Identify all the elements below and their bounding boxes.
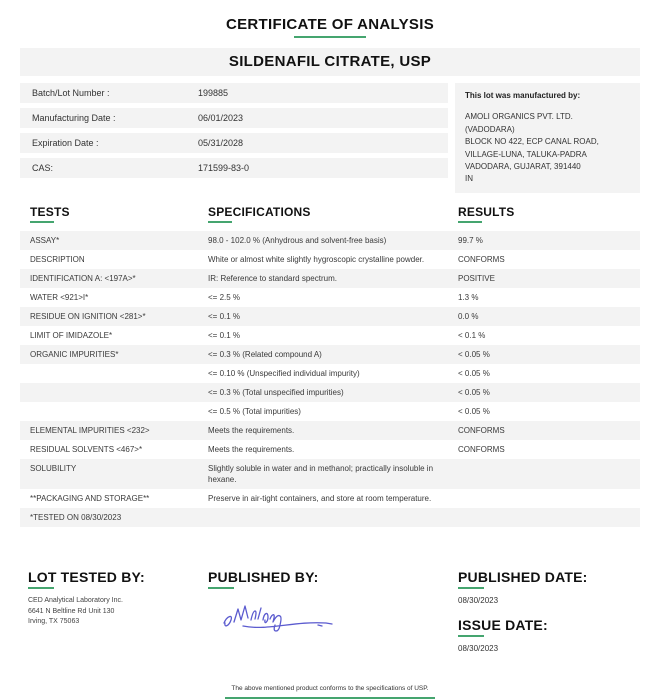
footer-underline [225, 697, 435, 699]
manufacturer-line: AMOLI ORGANICS PVT. LTD. [465, 112, 573, 122]
test-result: < 0.05 % [458, 387, 490, 397]
lab-address-line: CED Analytical Laboratory Inc. [28, 596, 123, 604]
tests-header-label: TESTS [30, 204, 70, 219]
test-result: < 0.05 % [458, 349, 490, 359]
table-row [20, 440, 640, 459]
test-result: 1.3 % [458, 292, 479, 302]
lab-address [28, 596, 208, 629]
product-name: SILDENAFIL CITRATE, USP [20, 48, 640, 76]
table-row [20, 326, 640, 345]
results-table [20, 205, 640, 527]
test-result: < 0.1 % [458, 330, 486, 340]
cas-label: CAS: [32, 163, 54, 173]
lot-tested-by-underline [28, 587, 54, 589]
results-header-underline [458, 221, 482, 223]
manufacturer-line: VILLAGE-LUNA, TALUKA-PADRA [465, 149, 587, 159]
published-by-block [208, 569, 458, 653]
published-date-heading: PUBLISHED DATE: [458, 568, 588, 585]
exp-date-value: 05/31/2028 [198, 138, 244, 148]
table-row [20, 383, 640, 402]
test-name: ORGANIC IMPURITIES* [30, 349, 119, 359]
footer-conformance-note: The above mentioned product conforms to the specifications of USP. [231, 685, 429, 692]
table-row [20, 307, 640, 326]
signature-image [218, 595, 348, 642]
test-spec: <= 0.5 % (Total impurities) [208, 406, 301, 416]
test-name [20, 368, 208, 379]
issue-date-value: 08/30/2023 [458, 643, 499, 653]
cas-value: 171599-83-0 [198, 163, 250, 173]
specifications-header-underline [208, 221, 232, 223]
signoff-section [20, 569, 640, 653]
table-row [20, 364, 640, 383]
table-row [20, 250, 640, 269]
lot-tested-by-heading: LOT TESTED BY: [28, 568, 145, 585]
published-date-underline [458, 587, 484, 589]
test-name: WATER <921>I* [30, 292, 89, 302]
test-spec: <= 0.3 % (Related compound A) [208, 349, 322, 359]
document-title: CERTIFICATE OF ANALYSIS [225, 16, 435, 33]
manufacturer-line: VADODARA, GUJARAT, 391440 [465, 161, 581, 171]
test-result: POSITIVE [458, 273, 495, 283]
title-underline [294, 36, 366, 38]
table-row [20, 402, 640, 421]
test-name [20, 387, 208, 398]
test-spec: Meets the requirements. [208, 425, 295, 435]
test-spec: Preserve in air-tight containers, and store at room temperature. [208, 493, 432, 503]
test-result: < 0.05 % [458, 368, 490, 378]
test-result: CONFORMS [458, 254, 505, 264]
test-name [20, 406, 208, 417]
test-spec: White or almost white slightly hygroscopic crystalline powder. [208, 254, 425, 264]
table-row [20, 489, 640, 508]
manufacturer-box [455, 83, 640, 193]
manufacturer-line: (VADODARA) [465, 124, 515, 134]
field-row-mfg-date [20, 108, 448, 128]
specifications-header-label: SPECIFICATIONS [208, 204, 311, 219]
test-spec: <= 0.1 % [208, 330, 241, 340]
tests-header [20, 205, 208, 223]
issue-date-block [458, 617, 640, 653]
issue-date-underline [458, 635, 484, 637]
test-result: < 0.05 % [458, 406, 490, 416]
published-by-underline [208, 587, 234, 589]
test-spec: 98.0 - 102.0 % (Anhydrous and solvent-free basis) [208, 235, 387, 245]
lab-address-line: Irving, TX 75063 [28, 618, 80, 626]
table-row [20, 288, 640, 307]
test-result: CONFORMS [458, 444, 505, 454]
field-row-cas [20, 158, 448, 178]
table-row [20, 459, 640, 489]
test-spec: <= 0.3 % (Total unspecified impurities) [208, 387, 344, 397]
issue-date-heading: ISSUE DATE: [458, 616, 548, 633]
published-by-heading: PUBLISHED BY: [208, 568, 319, 585]
test-name: ELEMENTAL IMPURITIES <232> [30, 425, 150, 435]
field-row-exp-date [20, 133, 448, 153]
test-spec: <= 2.5 % [208, 292, 241, 302]
table-row [20, 269, 640, 288]
published-date-block [458, 569, 640, 605]
lot-tested-by-block [20, 569, 208, 653]
specifications-header [208, 205, 458, 223]
batch-fields [20, 83, 448, 193]
test-name: RESIDUE ON IGNITION <281>* [30, 311, 146, 321]
test-result: 0.0 % [458, 311, 479, 321]
test-spec: <= 0.1 % [208, 311, 241, 321]
test-spec: Slightly soluble in water and in methanol; practically insoluble in hexane. [208, 463, 434, 484]
table-row [20, 231, 640, 250]
batch-lot-label: Batch/Lot Number : [32, 88, 110, 98]
dates-block [458, 569, 640, 653]
test-name: SOLUBILITY [30, 463, 77, 473]
exp-date-label: Expiration Date : [32, 138, 99, 148]
tested-on-footnote: *TESTED ON 08/30/2023 [20, 508, 640, 527]
test-name: RESIDUAL SOLVENTS <467>* [30, 444, 143, 454]
product-info-section [20, 48, 640, 193]
test-name: IDENTIFICATION A: <197A>* [30, 273, 136, 283]
results-header [458, 205, 640, 223]
table-row [20, 421, 640, 440]
batch-lot-value: 199885 [198, 88, 229, 98]
tests-header-underline [30, 221, 54, 223]
test-result: CONFORMS [458, 425, 505, 435]
test-spec: <= 0.10 % (Unspecified individual impurity) [208, 368, 360, 378]
test-result [458, 493, 640, 504]
test-result: 99.7 % [458, 235, 483, 245]
results-header-label: RESULTS [458, 204, 515, 219]
table-row [20, 345, 640, 364]
manufacturer-line: BLOCK NO 422, ECP CANAL ROAD, [465, 137, 599, 147]
test-name: LIMIT OF IMIDAZOLE* [30, 330, 113, 340]
test-name: **PACKAGING AND STORAGE** [30, 493, 150, 503]
test-spec: Meets the requirements. [208, 444, 295, 454]
mfg-date-value: 06/01/2023 [198, 113, 244, 123]
lab-address-line: 6641 N Beltline Rd Unit 130 [28, 607, 115, 615]
test-result [458, 463, 640, 485]
manufacturer-line: IN [465, 174, 473, 184]
test-name: ASSAY* [30, 235, 60, 245]
table-header-row [20, 205, 640, 223]
mfg-date-label: Manufacturing Date : [32, 113, 116, 123]
manufacturer-heading: This lot was manufactured by: [465, 91, 581, 100]
test-name: DESCRIPTION [30, 254, 85, 264]
test-spec: IR: Reference to standard spectrum. [208, 273, 337, 283]
published-date-value: 08/30/2023 [458, 595, 499, 605]
field-row-batch [20, 83, 448, 103]
